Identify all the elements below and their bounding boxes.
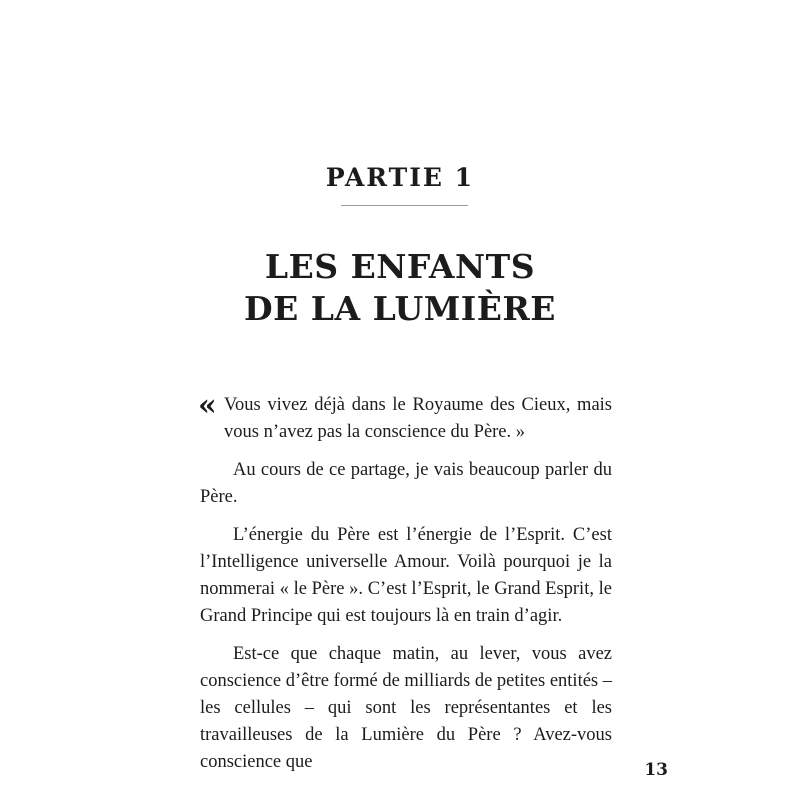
opening-quote-paragraph — [198, 388, 612, 446]
chapter-title-line-1: LES ENFANTS — [264, 247, 536, 286]
opening-quote-mark: « — [198, 388, 217, 423]
paragraph-text: Vous vivez déjà dans le Royaume des Cieux, mais vous n’avez pas la conscience du Père. » — [224, 395, 612, 442]
paragraph: Au cours de ce partage, je vais beaucoup parler du Père. — [200, 460, 612, 507]
paragraph: Est-ce que chaque matin, au lever, vous avez conscience d’être formé de milliards de petites entités – les cellules – qui sont les représentantes et les travailleuses de la Lumière du Père ? Avez-vous conscience que — [200, 644, 612, 772]
part-label: PARTIE 1 — [325, 163, 475, 192]
title-divider — [341, 205, 468, 206]
page-number: 13 — [644, 760, 668, 780]
chapter-title-line-2: DE LA LUMIÈRE — [244, 289, 556, 328]
body-text — [198, 388, 612, 787]
paragraph: L’énergie du Père est l’énergie de l’Esprit. C’est l’Intelligence universelle Amour. Voilà pourquoi je la nommerai « le Père ». C’est l’Esprit, le Grand Esprit, le Grand Principe qui est toujours là en train d’agir. — [200, 525, 612, 626]
chapter-title — [0, 246, 800, 330]
